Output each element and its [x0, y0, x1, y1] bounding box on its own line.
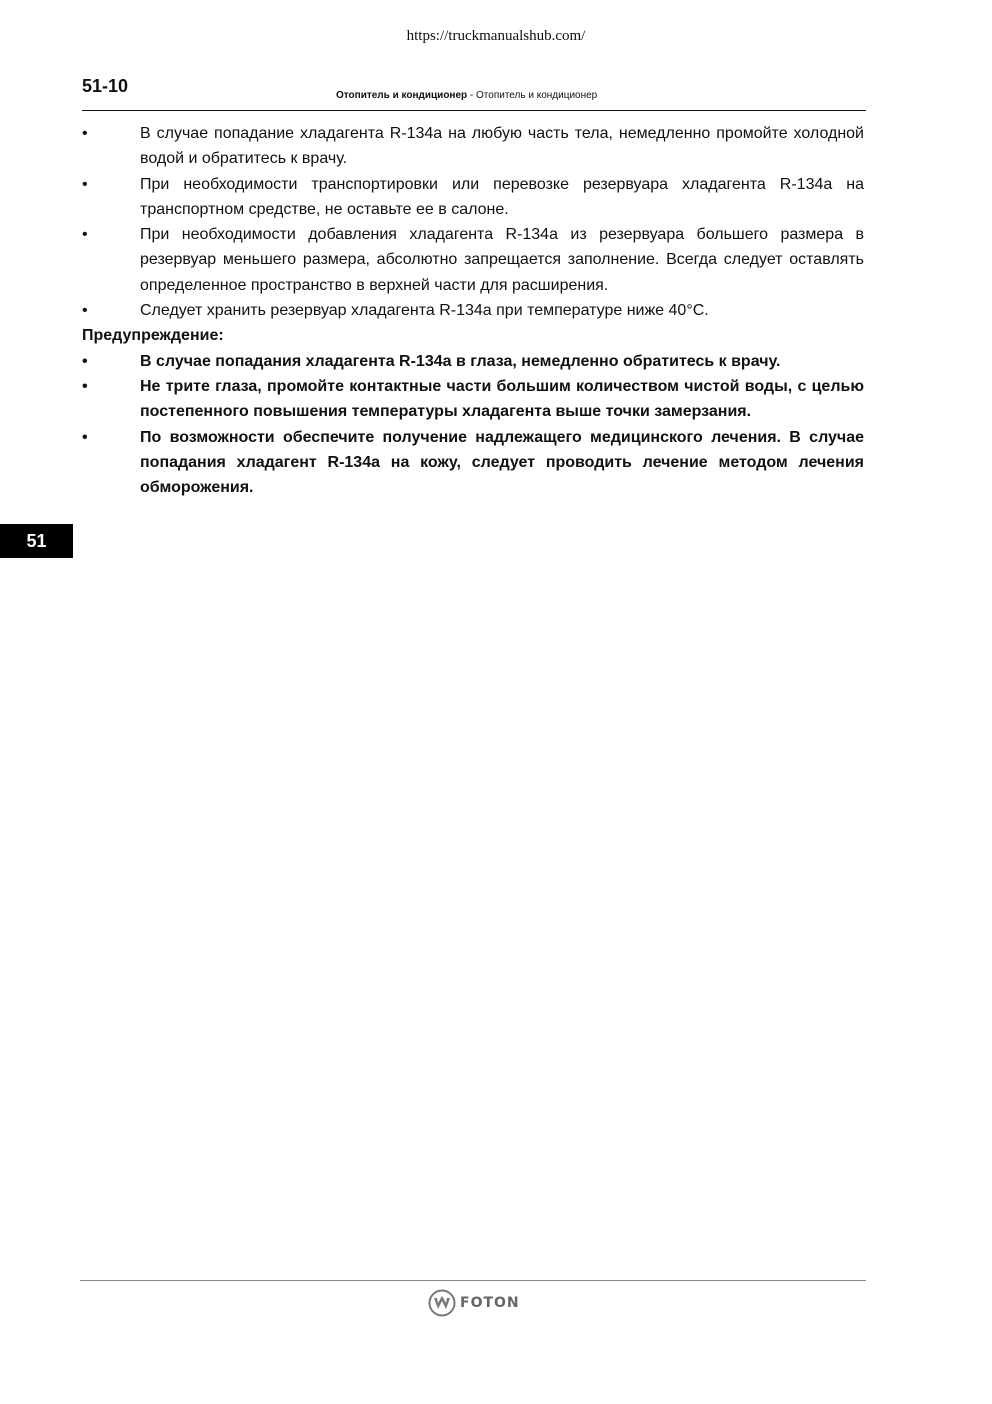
logo-text: FOTON — [460, 1295, 520, 1311]
note-text: Следует хранить резервуар хладагента R-134a при температуре ниже 40°C. — [140, 302, 709, 320]
bullet: • — [82, 226, 88, 244]
note-text: При необходимости транспортировки или перевозке резервуара хладагента R-134a на транспортном средстве, не оставьте ее в салоне. — [140, 175, 864, 218]
section-title-bold: Отопитель и кондиционер — [336, 90, 468, 101]
warning-item — [82, 425, 864, 501]
warning-text: По возможности обеспечите получение надлежащего медицинского лечения. В случае попадания хладагент R-134a на кожу, следует проводить лечение методом лечения обморожения. — [140, 428, 864, 497]
note-item — [82, 172, 864, 223]
bullet: • — [82, 377, 88, 395]
note-item — [82, 222, 864, 298]
bullet: • — [82, 428, 88, 446]
warning-heading: Предупреждение: — [82, 327, 224, 345]
section-title — [336, 90, 597, 101]
note-text: При необходимости добавления хладагента R-134a из резервуара большего размера в резервуар меньшего размера, абсолютно запрещается заполнение. Всегда следует оставлять определенное пространство в верхней части для расширения. — [140, 226, 864, 294]
footer-divider — [80, 1280, 866, 1281]
source-url: https://truckmanualshub.com/ — [406, 28, 586, 44]
page-content — [82, 121, 864, 500]
bullet: • — [82, 302, 88, 320]
warning-text: Не трите глаза, промойте контактные части большим количеством чистой воды, с целью постепенного повышения температуры хладагента выше точки замерзания. — [140, 377, 864, 421]
section-title-regular: Отопитель и кондиционер — [476, 90, 598, 101]
chapter-tab: 51 — [0, 524, 73, 558]
header-divider — [82, 110, 866, 111]
note-text: В случае попадание хладагента R-134a на любую часть тела, немедленно промойте холодной водой и обратитесь к врачу. — [140, 125, 864, 168]
bullet: • — [82, 352, 88, 370]
bullet: • — [82, 175, 88, 193]
warning-item — [82, 374, 864, 425]
section-title-separator: - — [467, 90, 477, 101]
foton-emblem-icon — [428, 1289, 456, 1317]
note-item — [82, 298, 864, 323]
foton-logo — [428, 1289, 520, 1317]
warning-text: В случае попадания хладагента R-134a в глаза, немедленно обратитесь к врачу. — [140, 352, 781, 370]
warning-item — [82, 349, 864, 374]
bullet: • — [82, 125, 88, 142]
page-number: 51-10 — [82, 76, 129, 96]
note-item — [82, 121, 864, 172]
